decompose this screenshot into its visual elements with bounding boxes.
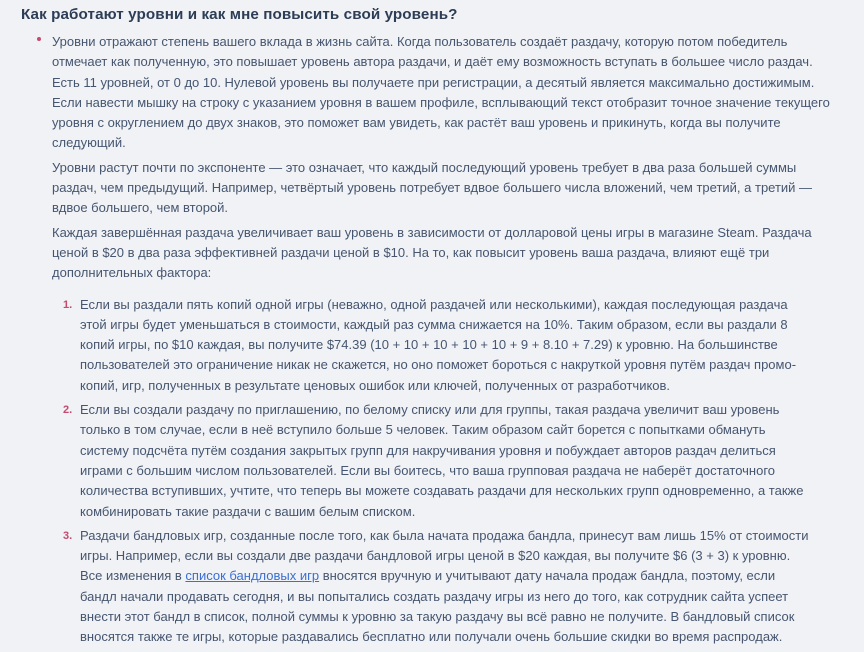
faq-question-title: Как работают уровни и как мне повысить свой уровень?: [21, 6, 458, 23]
text-line: Раздачи бандловых игр, созданные после того, как была начата продажа бандла, принесут вам лишь 15% от стоимости: [80, 527, 809, 543]
text-line: Каждая завершённая раздача увеличивает ваш уровень в зависимости от долларовой цены игры в магазине Steam. Раздача: [52, 224, 812, 240]
text-line: ценой в $20 в два раза эффективней раздачи ценой в $10. На то, как повысит уровень ваша раздача, влияют ещё три: [52, 244, 770, 260]
text-line: внести этот бандл в список, полной суммы к уровню за такую раздачу вы всё равно не получите. В бандловый список: [80, 609, 795, 625]
text-line: вносятся также те игры, которые раздавались бесплатно или получали очень большие скидки во время распродаж.: [80, 629, 783, 645]
factors-list: [52, 295, 852, 648]
text-line: Если вы создали раздачу по приглашению, по белому списку или для группы, такая раздача увеличит ваш уровень: [80, 402, 780, 418]
link-prefix-text: Все изменения в: [80, 568, 186, 584]
list-number: 3.: [63, 529, 73, 542]
text-line: копий игры, по $10 каждая, вы получите $74.39 (10 + 10 + 10 + 10 + 10 + 9 + 8.10 + 7.29) к уровню. На большинстве: [80, 337, 778, 353]
text-line: дополнительных фактора:: [52, 265, 212, 281]
factor-item-copies: [52, 295, 852, 396]
link-suffix-text: вносятся вручную и учитывают дату начала продаж бандла, поэтому, если: [319, 568, 776, 584]
text-line: комбинировать такие раздачи с вашим белым списком.: [80, 503, 416, 519]
text-line: пользователей это ограничение никак не скажется, но оно поможет бороться с накруткой уровня путём раздач промо-: [80, 357, 797, 373]
text-line: Есть 11 уровней, от 0 до 10. Нулевой уровень вы получаете при регистрации, а десятый является максимально достижимым.: [52, 74, 815, 90]
list-number: 1.: [63, 298, 73, 311]
paragraph-levels-intro: [52, 32, 852, 154]
text-line: играми с большим числом пользователей. Если вы боитесь, что ваша групповая раздача не наберёт достаточного: [80, 462, 776, 478]
text-line: Уровни отражают степень вашего вклада в жизнь сайта. Когда пользователь создаёт раздачу, которую потом победитель: [52, 34, 788, 49]
text-line: уровня с округлением до двух знаков, это поможет вам увидеть, как растёт ваш уровень и прикинуть, когда вы получите: [52, 115, 781, 131]
text-line: Если навести мышку на строку с указанием уровня в вашем профиле, всплывающий текст отобразит точное значение текущего: [52, 94, 830, 110]
list-number: 2.: [63, 404, 73, 417]
factor-item-bundles: [52, 526, 852, 648]
text-line: раздач, чем предыдущий. Например, четвёртый уровень потребует вдвое большего числа вложений, чем третий, а третий —: [52, 180, 813, 196]
text-line-with-link: [80, 566, 852, 586]
text-line: этой игры будет уменьшаться в стоимости, каждый раз сумма снижается на 10%. Таким образом, если вы раздали 8: [80, 316, 788, 332]
text-line: систему подсчёта путём создания закрытых групп для накручивания уровня и побуждает авторов раздач делиться: [80, 442, 776, 458]
text-line: только в том случае, если в неё вступило больше 5 человек. Таким образом сайт борется с попытками обмануть: [80, 422, 766, 438]
paragraph-giveaway-value: [52, 223, 852, 284]
factor-item-invite-only: [52, 400, 852, 522]
text-line: количества вступивших, учтите, что теперь вы можете создавать раздачи для нескольких групп одновременно, а также: [80, 483, 804, 499]
text-line: бандл начали продавать сегодня, и вы попытались создать раздачу игры из него до того, как сотрудник сайта успеет: [80, 588, 789, 604]
text-line: следующий.: [52, 135, 126, 151]
text-line: вдвое большего, чем второй.: [52, 200, 229, 216]
text-line: Если вы раздали пять копий одной игры (неважно, одной раздачей или несколькими), каждая последующая раздача: [80, 296, 788, 312]
text-line: Уровни растут почти по экспоненте — это означает, что каждый последующий уровень требует в два раза большей суммы: [52, 159, 797, 175]
text-line: игры. Например, если вы создали две раздачи бандловой игры ценой в $20 каждая, вы получите $6 (3 + 3) к уровню.: [80, 548, 791, 564]
text-line: отмечает как полученную, это повышает уровень автора раздачи, и даёт ему возможность вступать в большее число раздач.: [52, 54, 813, 70]
bundle-games-link[interactable]: список бандловых игр: [185, 568, 320, 584]
faq-answer: [52, 32, 852, 652]
paragraph-levels-growth: [52, 158, 852, 219]
bullet-dot: [37, 37, 41, 41]
text-line: копий, игр, полученных в результате ценовых ошибок или ключей, полученных от разработчиков.: [80, 377, 671, 393]
